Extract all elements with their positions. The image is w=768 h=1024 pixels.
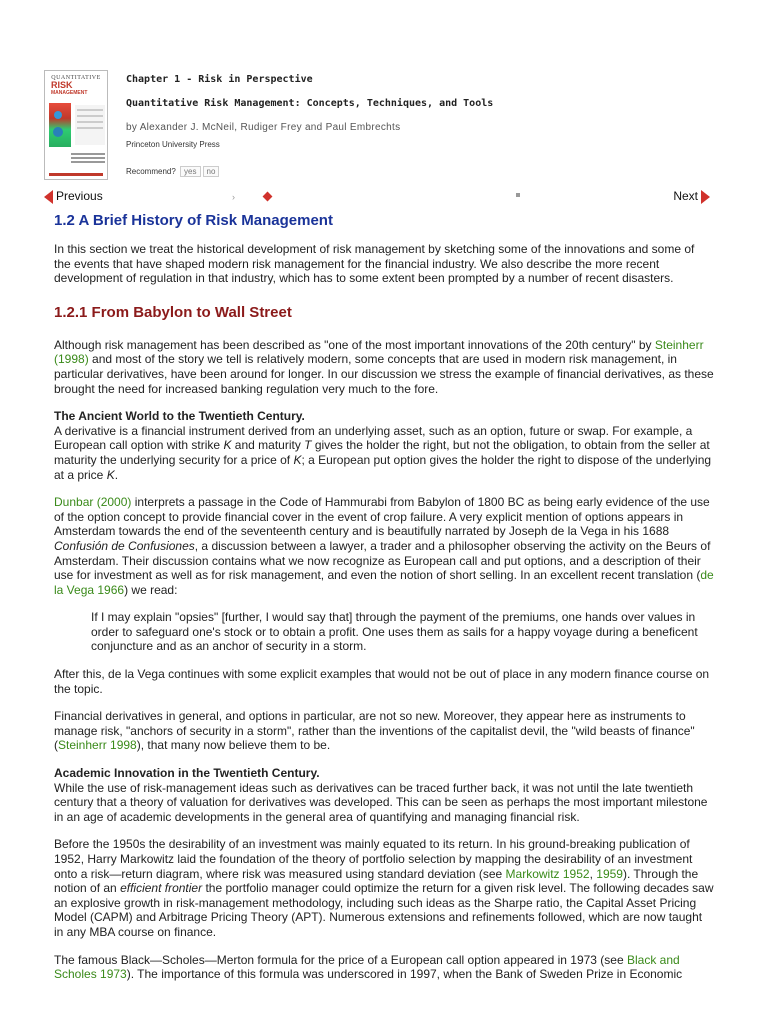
chapter-title[interactable]: Chapter 1 - Risk in Perspective — [126, 74, 313, 85]
cover-art-dot — [54, 111, 62, 119]
citation-link[interactable]: de la Vega 1966 — [54, 568, 714, 597]
cover-authors — [71, 151, 105, 167]
left-arrow-icon — [44, 190, 53, 204]
paragraph: After this, de la Vega continues with some explicit examples that would not be out of place in any modern finance course on the topic. — [54, 667, 710, 696]
citation-link[interactable]: Dunbar (2000) — [54, 495, 132, 510]
recommend-label: Recommend? — [126, 167, 176, 176]
section-title: 1.2 A Brief History of Risk Management — [54, 212, 333, 229]
citation-link[interactable]: 1959 — [596, 866, 623, 881]
subsection-title: 1.2.1 From Babylon to Wall Street — [54, 303, 292, 321]
byline: by Alexander J. McNeil, Rudiger Frey and Paul Embrechts — [126, 122, 401, 133]
publisher: Princeton University Press — [126, 140, 220, 149]
recommend-row — [126, 166, 219, 177]
section-intro: In this section we treat the historical development of risk management by sketching some of the innovations and some of the events that have shaped modern risk management for the financial industry. We also describe the more recent development of regulation in that industry, which has to some extent been prompted by a number of recent disasters. — [54, 242, 695, 286]
square-bullet-icon — [516, 193, 520, 197]
recommend-yes-button[interactable]: yes — [180, 166, 200, 177]
paragraph: Financial derivatives in general, and options in particular, are not so new. Moreover, they appear here as instruments to manage risk, "anchors of security in a storm", rather than the inventions of the capitalist devil, the "wild beasts of finance" (Steinherr 1998), that many now believe them to be. — [54, 709, 695, 753]
right-arrow-icon — [701, 190, 710, 204]
next-link[interactable] — [673, 189, 710, 204]
paragraph: Although risk management has been described as "one of the most important innovations of the 20th century" by Steinherr (1998) and most of the story we tell is relatively modern, some concepts that are used in modern risk management, in particular derivatives, have been around for longer. In our discussion we stress the example of financial derivatives, as these brought the need for increased banking regulation very much to the fore. — [54, 337, 714, 396]
paragraph: The famous Black—Scholes—Merton formula for the price of a European call option appeared in 1973 (see Black and Scholes 1973). The importance of this formula was underscored in 1997, when the Bank of Sweden Prize in Economic — [54, 952, 683, 982]
citation-link[interactable]: Black and Scholes 1973 — [54, 952, 680, 982]
citation-link[interactable]: Steinherr 1998 — [58, 738, 137, 753]
paragraph: Before the 1950s the desirability of an investment was mainly equated to its return. In his ground-breaking publication of 1952, Harry Markowitz laid the foundation of the theory of portfolio selection by mapping the desirability of an investment onto a risk—return diagram, where risk was measured using standard deviation (see Markowitz 1952, 1959). Through the notion of an efficient frontier the portfolio manager could optimize the return for a given risk level. The following decades saw an explosive growth in risk-management methodology, including such ideas as the Sharpe ratio, the Capital Asset Pricing Model (CAPM) and Arbitrage Pricing Theory (APT). Numerous extensions and refinements followed, which are now taught in any MBA course on finance. — [54, 837, 714, 939]
cover-publisher-strip — [49, 173, 103, 176]
book-cover-image[interactable] — [44, 70, 108, 180]
citation-link[interactable]: Steinherr (1998) — [54, 337, 704, 367]
previous-label: Previous — [56, 189, 103, 203]
cover-title-line1: QUANTITATIVE — [51, 75, 101, 81]
paragraph-heading: The Ancient World to the Twentieth Century. — [54, 409, 305, 424]
book-title[interactable]: Quantitative Risk Management: Concepts, Techniques, and Tools — [126, 98, 494, 109]
paragraph: Dunbar (2000) interprets a passage in the Code of Hammurabi from Babylon of 1800 BC as being early evidence of the use of the option concept to provide financial cover in the event of crop failure. A very explicit mention of options appears in Amsterdam towards the end of the seventeenth century and is beautifully narrated by Joseph de la Vega in his 1688 Confusión de Confusiones, a discussion between a lawyer, a trader and a philosopher observing the activity on the Beurs of Amsterdam. Their discussion contains what we now recognize as European call and put options, and a description of their use for investment as well as for risk management, and even the notion of short selling. In an excellent recent translation (de la Vega 1966) we read: — [54, 495, 714, 597]
cover-art-dot — [53, 127, 63, 137]
chevron-right-icon: › — [232, 192, 235, 202]
diamond-icon — [263, 192, 273, 202]
cover-title-line2: RISK — [51, 80, 73, 90]
paragraph-heading: Academic Innovation in the Twentieth Century. — [54, 766, 320, 781]
page-navigation — [44, 189, 710, 209]
cover-title-line3: MANAGEMENT — [51, 90, 88, 96]
next-label: Next — [673, 189, 698, 203]
paragraph: The Ancient World to the Twentieth Century. A derivative is a financial instrument derived from an underlying asset, such as an option, future or swap. For example, a European call option with strike K and maturity T gives the holder the right, but not the obligation, to obtain from the seller at maturity the underlying security for a price of K; a European put option gives the holder the right to dispose of the underlying at a price K. — [54, 409, 714, 482]
article-content — [54, 208, 714, 995]
citation-link[interactable]: Markowitz 1952 — [505, 866, 590, 881]
previous-link[interactable] — [44, 189, 103, 204]
block-quote: If I may explain "opsies" [further, I would say that] through the payment of the premiums, one hands over values in order to safeguard one's stock or to obtain a profit. One uses them as sails for a happy voyage during a beneficent conjuncture and as an anchor of security in a storm. — [91, 610, 698, 654]
recommend-no-button[interactable]: no — [203, 166, 220, 177]
cover-text-block — [75, 105, 105, 145]
cover-artwork — [49, 103, 71, 147]
book-header — [44, 68, 744, 186]
paragraph: Academic Innovation in the Twentieth Century. While the use of risk-management ideas such as derivatives can be traced further back, it was not until the late twentieth century that a theory of valuation for derivatives was developed. This can be seen as perhaps the most important milestone in an age of academic developments in the general area of quantifying and managing financial risk. — [54, 766, 714, 824]
